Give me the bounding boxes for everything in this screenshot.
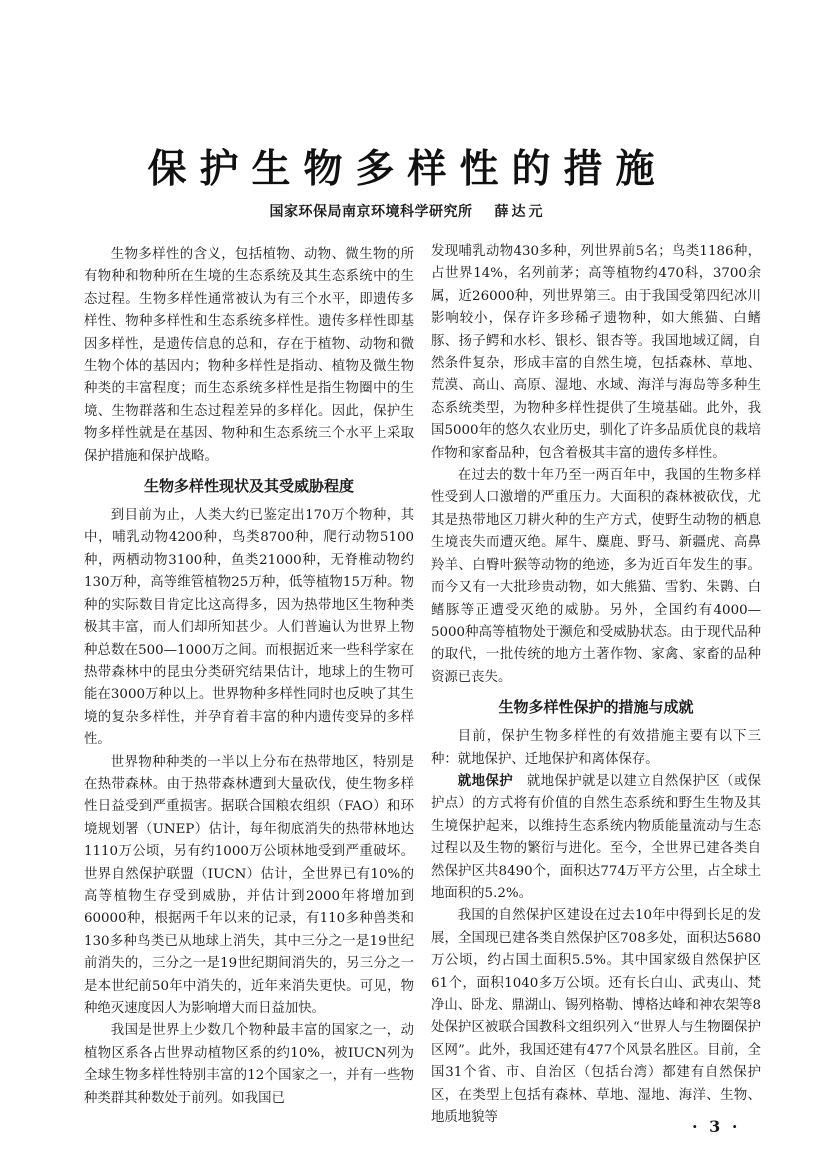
run-in-heading: 就地保护 bbox=[457, 773, 513, 789]
paragraph-in-situ bbox=[431, 771, 761, 905]
article-title: 保护生物多样性的措施 bbox=[147, 147, 668, 192]
paragraph-china-richness: 我国是世界上少数几个物种最丰富的国家之一，动植物区系各占世界动植物区系的约10%，被IUCN列为全球生物多样性特别丰富的12个国家之一，并有一些物种类群其种数处于前列。如我国已 bbox=[84, 1023, 414, 1106]
in-situ-text: 就地保护就是以建立自然保护区（或保护点）的方式将有价值的自然生态系统和野生生物及其生境保护起来，以维持生态系统内物质能量流动与生态过程以及生物的繁衍与进化。至今，全世界已建各类自然保护区共8490个，面积达774万平方公里，占全球土地面积的5.2%。 bbox=[431, 773, 762, 901]
paragraph-three-measures: 目前，保护生物多样性的有效措施主要有以下三种：就地保护、迁地保护和离体保存。 bbox=[431, 729, 761, 767]
paragraph-species-count: 到目前为止，人类大约已鉴定出170万个物种，其中，哺乳动物4200种，鸟类8700种，爬行动物5100种，两栖动物3100种，鱼类21000种，无脊椎动物约130万种，高等维管植物25万种，低等植物15万种。物种的实际数目肯定比这高得多，因为热带地区生物种类极其丰富，而人们却所知甚少。人们普遍认为世界上物种总数在500—1000万之间。而根据近来一些科学家在热带森林中的昆虫分类研究结果估计，地球上的生物可能在3000万种以上。世界物种多样性同时也反映了其生境的复杂多样性，并孕育着丰富的种内遗传变异的多样性。 bbox=[84, 508, 414, 748]
section-heading-status: 生物多样性现状及其受威胁程度 bbox=[143, 477, 354, 496]
paragraph-china-richness-continued: 发现哺乳动物430多种，列世界前5名；鸟类1186种，占世界14%，名列前茅；高等植物约470科，3700余属，近26000种，列世界第三。由于我国受第四纪冰川影响较小，保存许多珍稀孑遗物种，如大熊猫、白鳍豚、扬子鳄和水杉、银杉、银杏等。我国地域辽阔，自然条件复杂，形成丰富的自然生境，包括森林、草地、荒漠、高山、高原、湿地、水域、海洋与海岛等多种生态系统类型，为物种多样性提供了生境基础。此外，我国5000年的悠久农业历史，驯化了许多品质优良的栽培作物和家畜品种，包含着极其丰富的遗传多样性。 bbox=[431, 244, 761, 461]
paragraph-threats-china: 在过去的数十年乃至一两百年中，我国的生物多样性受到人口激增的严重压力。大面积的森林被砍伐，尤其是热带地区刀耕火种的生产方式，使野生动物的栖息生境丧失而遭灭绝。犀牛、麋鹿、野马、新疆虎、高鼻羚羊、白臀叶猴等动物的绝迹，多为近百年发生的事。而今又有一大批珍贵动物，如大熊猫、雪豹、朱鹮、白鳍豚等正遭受灭绝的威胁。另外，全国约有4000—5000种高等植物处于濒危和受威胁状态。由于现代品种的取代，一批传统的地方土著作物、家禽、家畜的品种资源已丧失。 bbox=[431, 468, 761, 685]
affiliation: 国家环保局南京环境科学研究所 bbox=[269, 204, 473, 220]
paragraph-tropical-forests: 世界物种种类的一半以上分布在热带地区，特别是在热带森林。由于热带森林遭到大量砍伐，使生物多样性日益受到严重损害。据联合国粮农组织（FAO）和环境规划署（UNEP）估计，每年彻底消失的热带林地达1110万公顷，另有约1000万公顷林地受到严重破坏。世界自然保护联盟（IUCN）估计，全世界已有10%的高等植物生存受到威胁，并估计到2000年将增加到60000种，根据两千年以来的记录，有110多种兽类和130多种鸟类已从地球上消失，其中三分之一是19世纪前消失的，三分之一是19世纪期间消失的，另三分之一是本世纪前50年中消失的，近年来消失更快。可见，物种绝灭速度因人为影响增大而日益加快。 bbox=[84, 754, 414, 1016]
author-name: 薛达元 bbox=[494, 204, 546, 220]
byline bbox=[0, 201, 815, 221]
page-number: · 3 · bbox=[692, 1117, 741, 1136]
paragraph-intro: 生物多样性的含义，包括植物、动物、微生物的所有物种和物种所在生境的生态系统及其生态系统中的生态过程。生物多样性通常被认为有三个水平，即遗传多样性、物种多样性和生态系统多样性。遗传多样性即基因多样性，是遗传信息的总和，存在于植物、动物和微生物个体的基因内；物种多样性是指动、植物及微生物种类的丰富程度；而生态系统多样性是指生物圈中的生境、生物群落和生态过程差异的多样化。因此，保护生物多样性就是在基因、物种和生态系统三个水平上采取保护措施和保护战略。 bbox=[84, 247, 414, 464]
left-column bbox=[84, 244, 414, 1110]
right-column bbox=[431, 241, 761, 1129]
paragraph-reserves-china: 我国的自然保护区建设在过去10年中得到长足的发展，全国现已建各类自然保护区708多处，面积达5680万公顷，约占国土面积5.5%。其中国家级自然保护区61个，面积1040多万公顷。还有长白山、武夷山、梵净山、卧龙、鼎湖山、锡列格勒、博格达峰和神农架等8处保护区被联合国教科文组织列入“世界人与生物圈保护区网”。此外，我国还建有477个风景名胜区。目前，全国31个省、市、自治区（包括台湾）都建有自然保护区，在类型上包括有森林、草地、湿地、海洋、生物、地质地貌等 bbox=[431, 908, 761, 1126]
section-heading-measures: 生物多样性保护的措施与成就 bbox=[498, 698, 694, 717]
